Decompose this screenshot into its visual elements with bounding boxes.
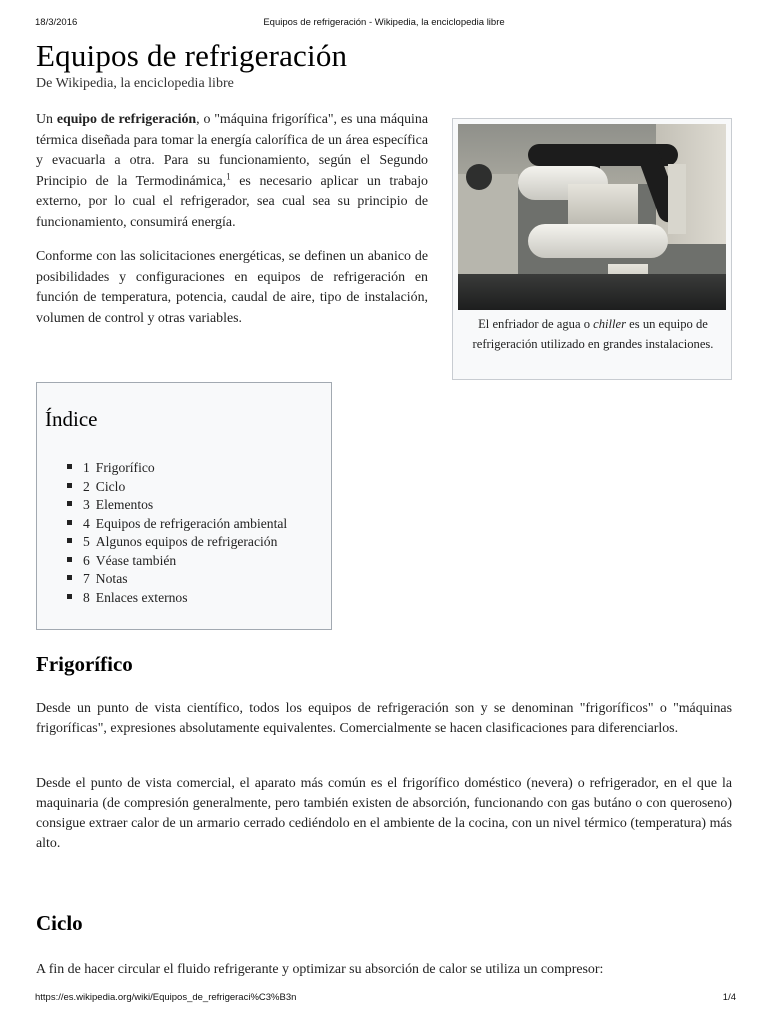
toc-number: 3 — [83, 497, 90, 512]
toc-heading: Índice — [45, 407, 98, 431]
chiller-photo[interactable] — [458, 124, 726, 310]
print-header — [0, 17, 768, 31]
toc-item[interactable] — [67, 478, 287, 497]
bullet-icon — [67, 483, 72, 488]
paragraph: Desde un punto de vista científico, todos los equipos de refrigeración son y se denominan "frigoríficos" o "máquinas frigoríficas", expresiones absolutamente equivalentes. Comercialmente se hacen clasificaciones para diferenciarlos. — [36, 701, 732, 736]
toc-link[interactable]: Frigorífico — [95, 460, 155, 475]
toc-number: 1 — [83, 460, 90, 475]
toc-link[interactable]: Ciclo — [95, 478, 126, 494]
figure-thumbnail — [452, 118, 732, 380]
lead-paragraph-1 — [36, 110, 428, 233]
caption-text: El enfriador de agua o — [478, 317, 594, 331]
toc-number: 5 — [83, 534, 90, 549]
section-heading-ciclo: Ciclo — [36, 911, 83, 935]
figure-caption — [457, 315, 729, 354]
print-page-number: 1/4 — [722, 992, 736, 1003]
toc-number: 6 — [83, 552, 90, 568]
lead-section — [36, 110, 428, 343]
toc-item[interactable] — [67, 459, 287, 478]
section-heading-frigorifico: Frigorífico — [36, 652, 133, 676]
lead-bold-term: equipo de refrigeración — [56, 112, 197, 127]
bullet-icon — [67, 464, 72, 469]
toc-link[interactable]: Enlaces externos — [95, 589, 188, 605]
print-page-title: Equipos de refrigeración - Wikipedia, la enciclopedia libre — [263, 17, 505, 28]
toc-list — [67, 459, 287, 607]
table-of-contents — [36, 382, 332, 630]
toc-link[interactable]: Equipos de refrigeración ambiental — [95, 515, 288, 531]
section-body-ciclo — [36, 960, 732, 980]
toc-item[interactable] — [67, 570, 287, 589]
toc-number: 4 — [83, 515, 90, 531]
toc-item[interactable] — [67, 533, 287, 552]
toc-number: 7 — [83, 571, 90, 586]
toc-item[interactable] — [67, 552, 287, 571]
print-date: 18/3/2016 — [35, 17, 78, 28]
bullet-icon — [67, 538, 72, 543]
footnote-ref-1[interactable]: 1 — [226, 170, 231, 181]
paragraph: Desde el punto de vista comercial, el aparato más común es el frigorífico doméstico (nevera) o refrigerador, en el que la maquinaria (de compresión generalmente, pero también existen de absorción, funcionando con gas butáno o con queroseno) consigue extraer calor de un armario cerrado cediéndolo en el ambiente de la cocina, con un nivel térmico (temperatura) más alto. — [36, 776, 732, 851]
paragraph: A fin de hacer circular el fluido refrigerante y optimizar su absorción de calor se utiliza un compresor: — [36, 962, 604, 977]
toc-link[interactable]: Véase también — [95, 552, 177, 568]
page-title: Equipos de refrigeración — [36, 38, 348, 73]
caption-text: es un equipo de refrigeración utilizado en grandes instalaciones. — [472, 317, 714, 351]
toc-link[interactable]: Notas — [95, 571, 128, 586]
page-tagline: De Wikipedia, la enciclopedia libre — [36, 76, 234, 91]
lead-paragraph-2: Conforme con las solicitaciones energéticas, se definen un abanico de posibilidades y configuraciones en equipos de refrigeración en función de temperatura, potencia, caudal de aire, tipo de instalación, volumen de control y otras variables. — [36, 249, 428, 326]
bullet-icon — [67, 557, 72, 562]
print-url: https://es.wikipedia.org/wiki/Equipos_de_refrigeraci%C3%B3n — [35, 992, 297, 1003]
toc-item[interactable] — [67, 589, 287, 608]
lead-text: Un — [36, 112, 57, 127]
toc-number: 2 — [83, 478, 90, 494]
lead-text: , o "máquina frigorífica", es una máquina térmica diseñada para tomar la energía calorífica de un área específica y evacuarla a otra. Para su funcionamiento, según el Segundo Principio de la Termodinámica, — [36, 112, 428, 189]
caption-link-chiller[interactable]: chiller — [593, 317, 627, 331]
bullet-icon — [67, 501, 72, 506]
bullet-icon — [67, 520, 72, 525]
toc-link[interactable]: Algunos equipos de refrigeración — [95, 534, 278, 549]
section-body-frigorifico-2 — [36, 774, 732, 854]
bullet-icon — [67, 575, 72, 580]
toc-link[interactable]: Elementos — [95, 497, 154, 512]
lead-text: es necesario aplicar un trabajo externo, por lo cual el refrigerador, sea cual sea su principio de funcionamiento, consumirá energía. — [36, 173, 428, 230]
bullet-icon — [67, 594, 72, 599]
toc-item[interactable] — [67, 496, 287, 515]
section-body-frigorifico — [36, 699, 732, 739]
toc-number: 8 — [83, 589, 90, 605]
toc-item[interactable] — [67, 515, 287, 534]
